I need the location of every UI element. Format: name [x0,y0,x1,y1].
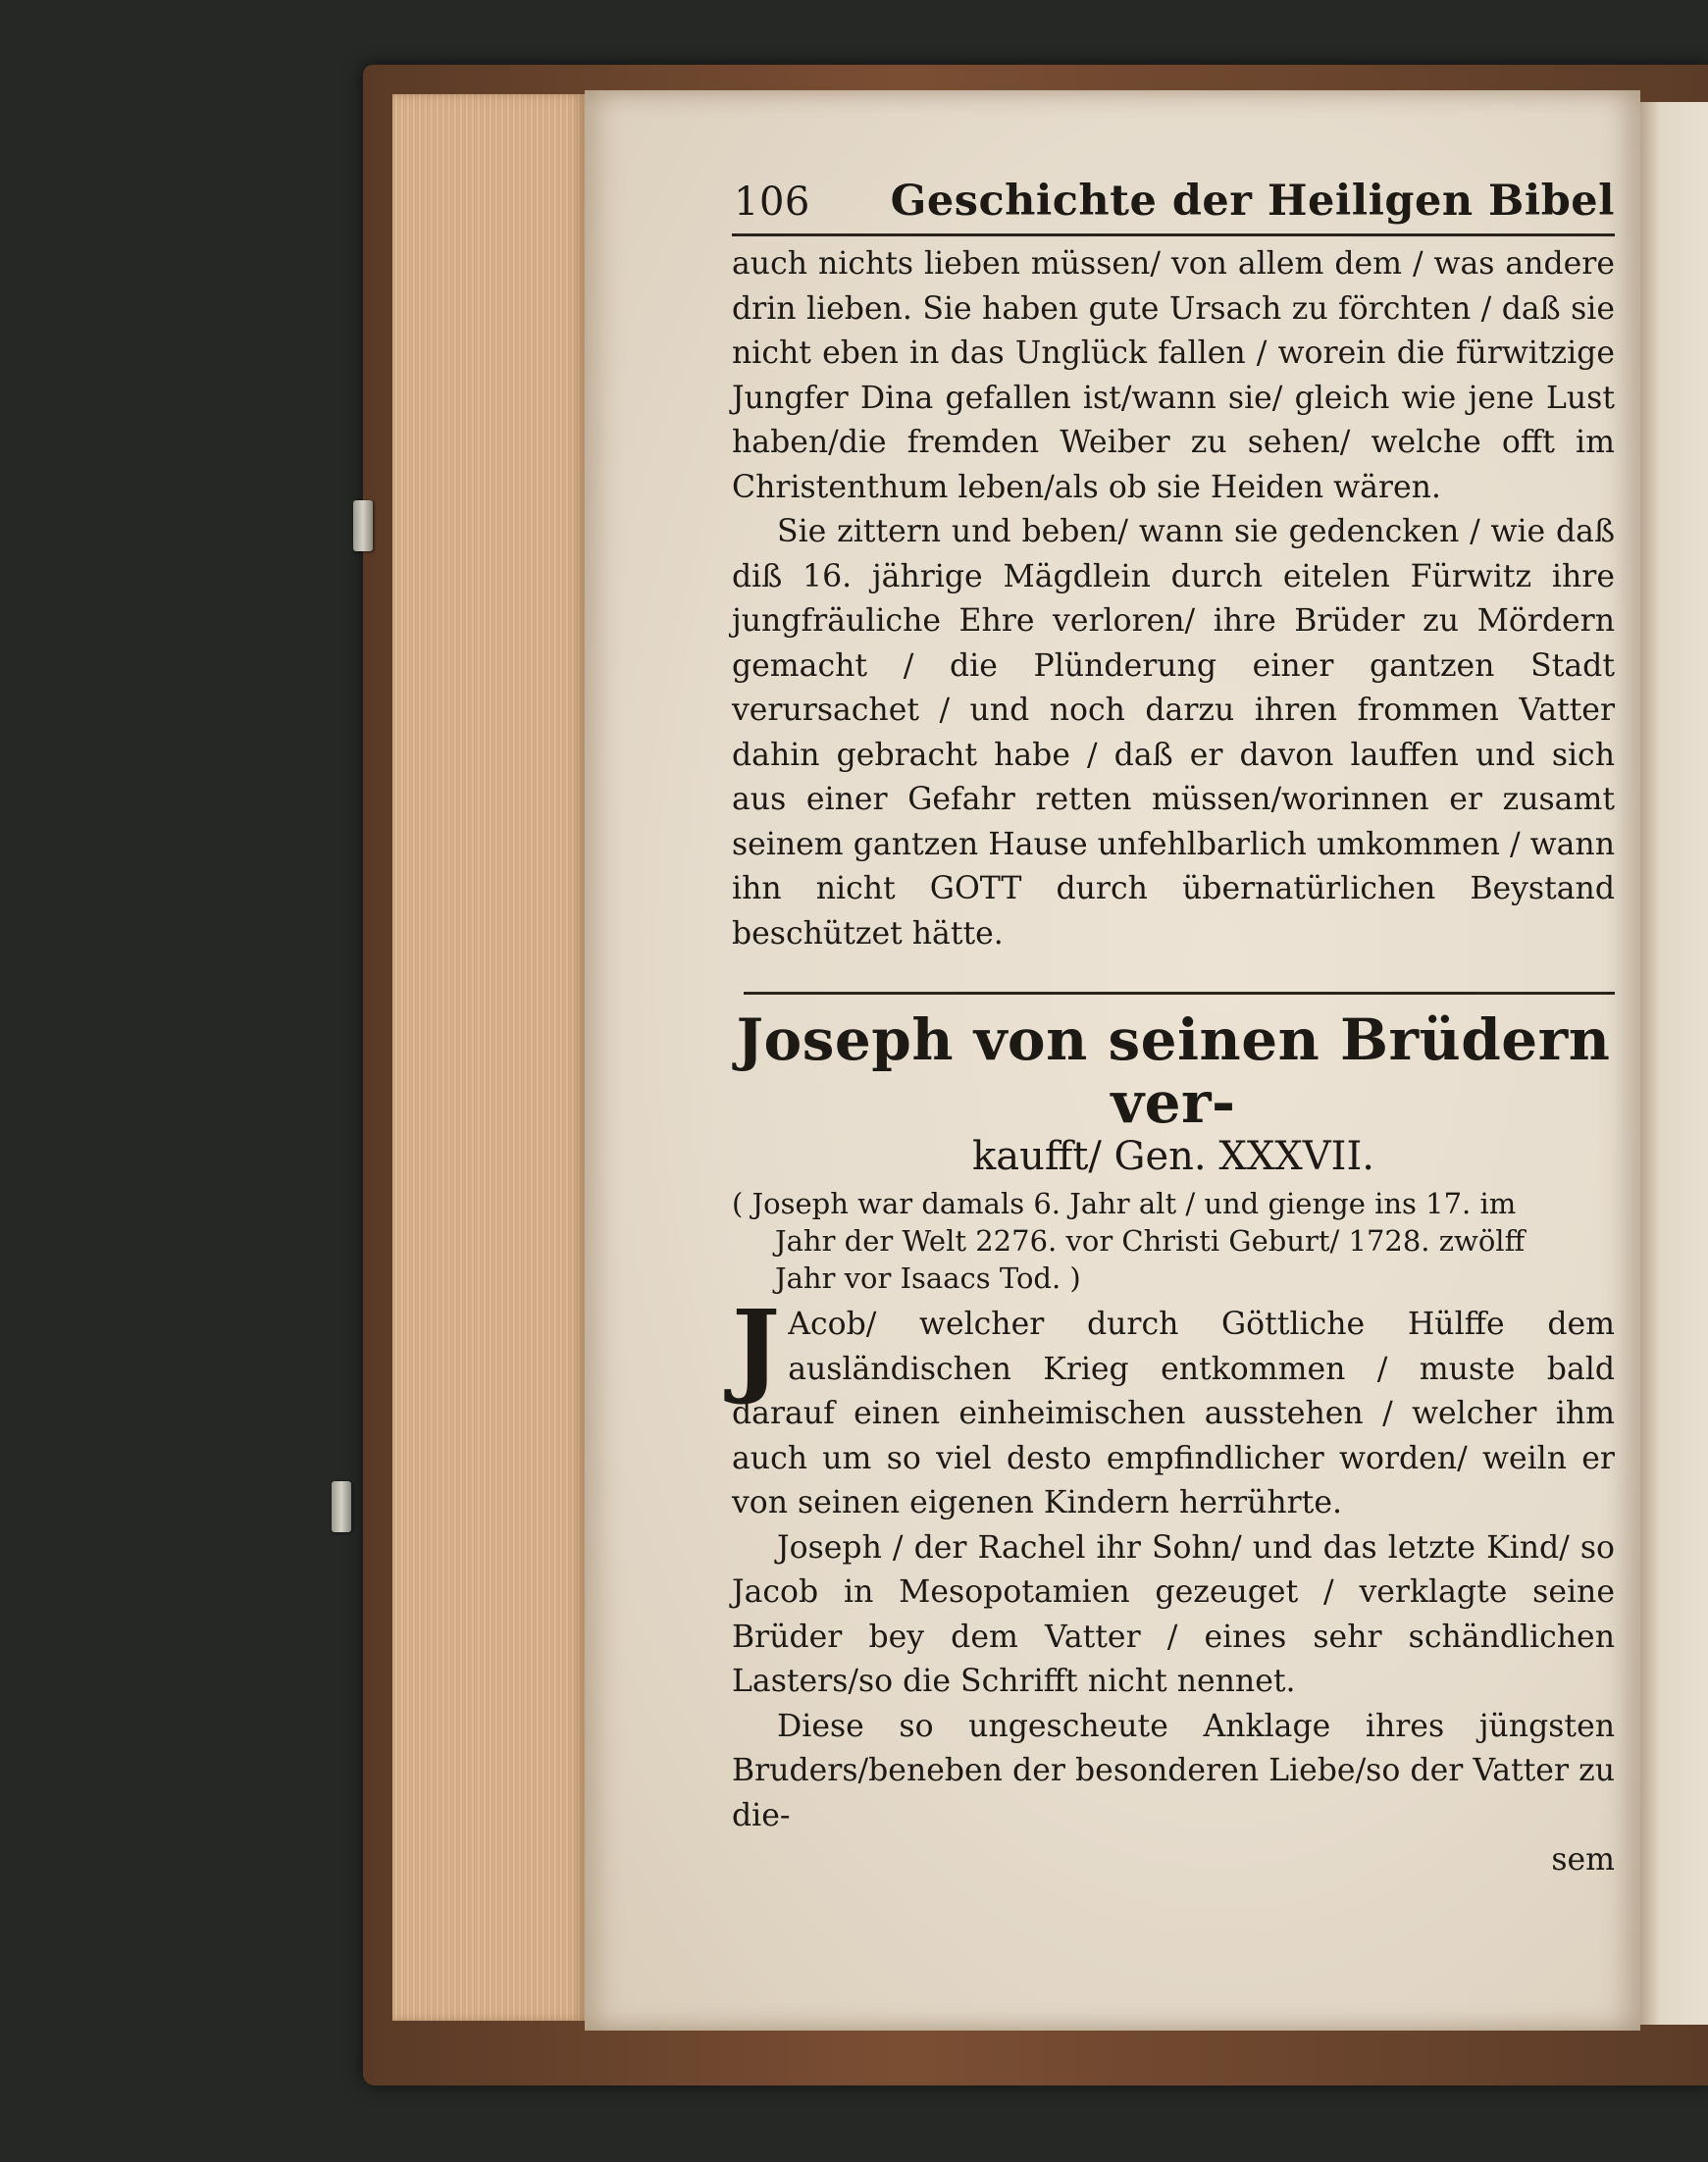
drop-cap: J [732,1287,781,1408]
section-rule [744,992,1615,995]
section-note [732,1185,1615,1297]
page-number: 106 [734,180,810,225]
adjacent-page-edge [1640,102,1708,2025]
running-title: Geschichte der Heiligen Bibel [890,177,1615,226]
catchword: sem [1551,1842,1615,1878]
paragraph-5: Diese so ungescheute Anklage ihres jüngsten Bruders/beneben der besonderen Liebe/so der Vatter zu die- [732,1708,1615,1833]
section-title: Joseph von seinen Brüdern ver- [736,1006,1611,1136]
paragraph-1: auch nichts lieben müssen/ von allem dem / was andere drin lieben. Sie haben gute Ursach zu förchten / daß sie nicht eben in das Unglück fallen / worein die fürwitzige Jungfer Dina gefallen ist/wann sie/ gleich wie jene Lust haben/die fremden Weiber zu sehen/ welche offt im Christenthum leben/als ob sie Heiden wären. [732,246,1615,505]
clasp-lower [332,1481,351,1532]
paragraph-4: Joseph / der Rachel ihr Sohn/ und das letzte Kind/ so Jacob in Mesopotamien gezeuget / verklagte seine Brüder bey dem Vatter / eines sehr schändlichen Lasters/so die Schrifft nicht nennet. [732,1529,1615,1699]
section-subtitle: kaufft/ Gen. XXXVII. [972,1134,1374,1179]
page-content [732,177,1615,1882]
note-line-3: Jahr vor Isaacs Tod. ) [775,1261,1081,1295]
header-rule [732,233,1615,236]
running-header [732,177,1615,232]
page-edges [392,94,585,2021]
paragraph-3-text: Acob/ welcher durch Göttliche Hülffe dem ausländischen Krieg entkommen / muste bald darauf einen einheimischen ausstehen / welcher ihm auch um so viel desto empfindlicher worden/ weiln er von seinen eigenen Kindern herrührte. [732,1307,1615,1520]
clasp-upper [353,500,373,551]
paragraph-3 [732,1287,1615,1526]
note-line-1: ( Joseph war damals 6. Jahr alt / und gienge ins 17. im [732,1187,1517,1220]
paragraph-2: Sie zittern und beben/ wann sie gedencken / wie daß diß 16. jährige Mägdlein durch eitelen Fürwitz ihre jungfräuliche Ehre verloren/ ihre Brüder zu Mördern gemacht / die Plünderung einer gantzen Stadt verursachet / und noch darzu ihren frommen Vatter dahin gebracht habe / daß er davon lauffen und sich aus einer Gefahr retten müssen/worinnen er zusamt seinem gantzen Hause unfehlbarlich umkommen / wann ihn nicht GOTT durch übernatürlichen Beystand beschützet hätte. [732,514,1615,952]
note-line-2: Jahr der Welt 2276. vor Christi Geburt/ 1728. zwölff [775,1224,1526,1258]
